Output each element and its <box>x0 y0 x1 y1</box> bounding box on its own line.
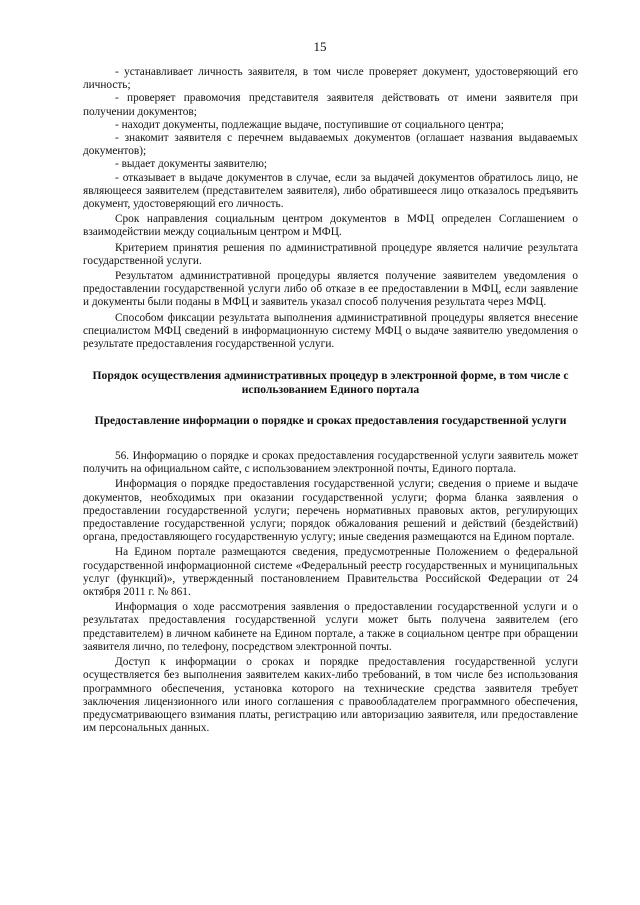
subsection-heading-information: Предоставление информации о порядке и сроках предоставления государственной услуги <box>94 414 567 428</box>
paragraph-information-contents: Информация о порядке предоставления государственной услуги; сведения о приеме и выдаче документов, необходимых при оказании государственной услуги; форма бланка заявления о предоставлении государственной услуги; перечень нормативных правовых актов, регулирующих предоставление государственной услуги; порядок обжалования решений и действий (бездействий) органа, предоставляющего государственную услугу; иные сведения размещаются на Едином портале. <box>83 478 578 544</box>
list-item-find-documents: - находит документы, подлежащие выдаче, поступившие от социального центра; <box>115 118 504 131</box>
list-item-issue-documents: - выдает документы заявителю; <box>115 158 268 171</box>
paragraph-delivery-term: Срок направления социальным центром документов в МФЦ определен Соглашением о взаимодействии между социальным центром и МФЦ. <box>83 213 578 239</box>
paragraph-application-status: Информация о ходе рассмотрения заявления о предоставлении государственной услуги и о результатах предоставления государственной услуги может быть получена заявителем (его представителем) в личном кабинете на Едином портале, а также в социальном центре при обращении заявителя лично, по телефону, посредством электронной почты. <box>83 601 578 653</box>
list-item-check-authority: - проверяет правомочия представителя заявителя действовать от имени заявителя при получении документов; <box>83 92 578 118</box>
paragraph-decision-criterion: Критерием принятия решения по административной процедуре является наличие результата государственной услуги. <box>83 241 578 267</box>
paragraph-result-recording: Способом фиксации результата выполнения административной процедуры является внесение специалистом МФЦ сведений в информационную систему МФЦ о выдаче заявителю уведомления о результате предоставления государственной услуги. <box>83 311 578 351</box>
page-content <box>83 66 578 735</box>
paragraph-procedure-result: Результатом административной процедуры является получение заявителем уведомления о предоставлении государственной услуги либо об отказе в ее предоставлении в МФЦ, если заявление и документы были поданы в МФЦ и заявитель указал способ получения результата через МФЦ. <box>83 270 578 309</box>
list-item-verify-identity: - устанавливает личность заявителя, в том числе проверяет документ, удостоверяющий его личность; <box>83 66 578 92</box>
paragraph-portal-registry: На Едином портале размещаются сведения, предусмотренные Положением о федеральной государственной информационной системе «Федеральный реестр государственных и муниципальных услуг (функций)», утвержденный постановлением Правительства Российской Федерации от 24 октября 2011 г. № 861. <box>83 546 578 599</box>
list-item-refuse-issue: - отказывает в выдаче документов в случае, если за выдачей документов обратилось лицо, не являющееся заявителем (представителем заявителя), либо обратившееся лицо отказалось предъявить документ, удостоверяющий его личность. <box>83 171 578 211</box>
paragraph-free-access: Доступ к информации о сроках и порядке предоставления государственной услуги осуществляется без выполнения заявителем каких-либо требований, в том числе без использования программного обеспечения, установка которого на технические средства заявителя требует заключения лицензионного или иного соглашения с правообладателем программного обеспечения, предусматривающего взимания платы, регистрацию или авторизацию заявителя, или предоставление им персональных данных. <box>83 656 578 735</box>
page-number: 15 <box>313 39 327 54</box>
paragraph-56: 56. Информацию о порядке и сроках предоставления государственной услуги заявитель может получить на официальном сайте, с использованием электронной почты, Единого портала. <box>83 450 578 476</box>
list-item-introduce-list: - знакомит заявителя с перечнем выдаваемых документов (оглашает названия выдаваемых документов); <box>83 132 578 158</box>
section-heading-electronic-procedures: Порядок осуществления административных процедур в электронной форме, в том числе с использованием Единого портала <box>92 369 569 396</box>
